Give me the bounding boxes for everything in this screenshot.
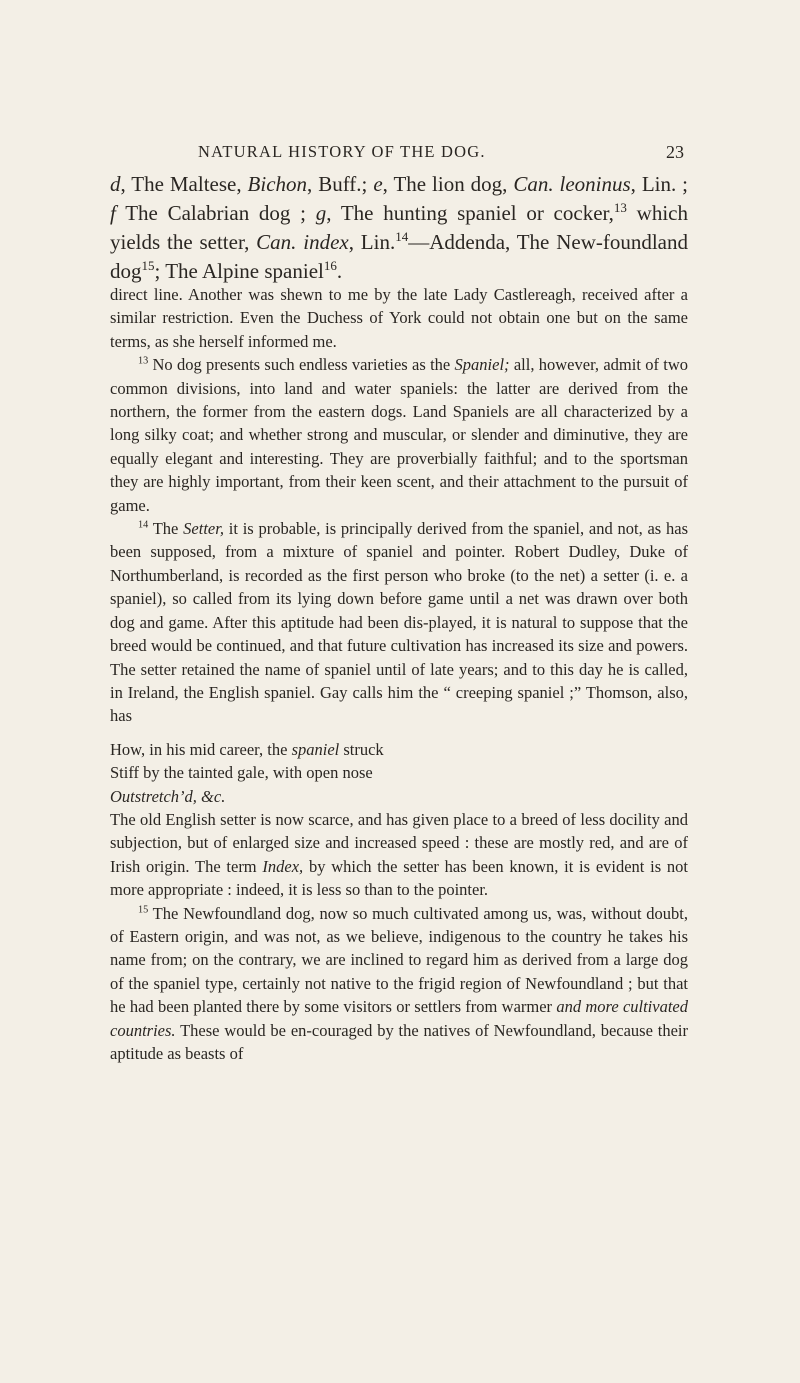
verse-italic: spaniel [291,739,340,759]
item-d-name: Bichon [247,172,308,196]
verse-italic: Outstretch’d, &c. [110,786,226,806]
item-letter-g: g [315,201,327,225]
paragraph-text: by which the setter has been known, it is evident is not more appropriate : indeed, it is less so than to the pointer. [110,856,688,900]
item-e-name: Can. leoninus [513,172,631,196]
item-f-text: The Calabrian dog ; [115,201,316,225]
footnote-ref-14: 14 [395,229,409,244]
breed-list [110,170,688,286]
item-e-text: , The lion dog, [382,172,514,196]
footnote-number: 13 [138,355,149,367]
footnote-ref-15: 15 [141,258,155,273]
footnote-italic: Spaniel; [454,355,510,375]
footnote-text: The [148,519,184,539]
setter-paragraph [110,808,688,902]
footnote-continuation: direct line. Another was shewn to me by the late Lady Castlereagh, received after a similar restriction. Even the Duchess of York could not obtain one but on the same terms, as she herself informed me. [110,285,688,351]
breed-list-paragraph [110,170,688,286]
footnote-number: 15 [138,904,149,916]
footnote-15 [110,902,688,1066]
footnote-text: The Newfoundland dog, now so much cultivated among us, was, without doubt, of Eastern origin, and was not, as we believe, indigenous to the country he takes his name from; on the contrary, we are inclined to regard him as derived from a large dog of the spaniel type, certainly not native to the frigid region of Newfoundland ; but that he had been planted there by some visitors or settlers from warmer [110,903,688,1017]
item-letter-f: f [110,201,116,225]
footnote-italic: Setter, [183,519,224,539]
paragraph-text: The old English setter is now scarce, and has given place to a breed of less docility and subjection, but of enlarged size and increased speed : these are mostly red, and are of Irish origin. The term [110,809,688,876]
item-d-after: , Buff.; [307,172,374,196]
verse-line-3 [110,785,688,808]
footnote-ref-16: 16 [323,258,337,273]
verse-text: struck [339,739,384,759]
setter-after: , Lin. [348,230,396,254]
footnote-13 [110,353,688,517]
item-e-after: , Lin. ; [630,172,689,196]
alpine-text: ; The Alpine spaniel [154,259,324,283]
footnote-14 [110,517,688,728]
paragraph-italic: Index, [262,856,304,876]
addenda-text: —Addenda, The New-foundland dog [110,230,688,283]
footnote-text: it is probable, is principally derived from the spaniel, and not, as has been supposed, from a mixture of spaniel and pointer. Robert Dudley, Duke of Northumberland, is recorded as the first person who broke (to the net) a setter (i. e. a spaniel), so called from its lying down before game until a net was drawn over both dog and game. After this aptitude had been dis-played, it is natural to suppose that the breed would be continued, and that future cultivation has increased its size and powers. The setter retained the name of spaniel until of late years; and to this day he is called, in Ireland, the English spaniel. Gay calls him the “ creeping spaniel ;” Thomson, also, has [110,519,688,726]
list-end: . [336,259,343,283]
item-letter-d: d [110,172,121,196]
setter-latin-name: Can. index [256,230,349,254]
running-title: NATURAL HISTORY OF THE DOG. [198,142,486,161]
verse-line-2: Stiff by the tainted gale, with open nose [110,763,373,783]
item-g-after: which yields the setter, [110,201,688,254]
footnote-italic: and more cultivated countries. [110,997,688,1040]
item-d-text: , The Maltese, [120,172,248,196]
footnotes [110,283,688,1065]
footnote-text: No dog presents such endless varieties as the [148,355,455,375]
item-g-text: , The hunting spaniel or cocker, [326,201,614,225]
verse-line-1 [110,738,688,761]
verse-text: How, in his mid career, the [110,739,292,759]
page-number: 23 [666,142,684,162]
footnote-ref-13: 13 [613,200,627,215]
footnote-number: 14 [138,519,149,531]
item-letter-e: e [373,172,383,196]
footnote-text: all, however, admit of two common divisions, into land and water spaniels: the latter are derived from the northern, the former from the eastern dogs. Land Spaniels are all characterized by a long silky coat; and whether strong and muscular, or slender and diminutive, they are equally elegant and interesting. They are proverbially faithful; and to the sportsman they are highly important, from their keen scent, and their attachment to the pursuit of game. [110,355,688,515]
footnote-text: These would be en-couraged by the natives of Newfoundland, because their aptitude as beasts of [110,1020,688,1063]
